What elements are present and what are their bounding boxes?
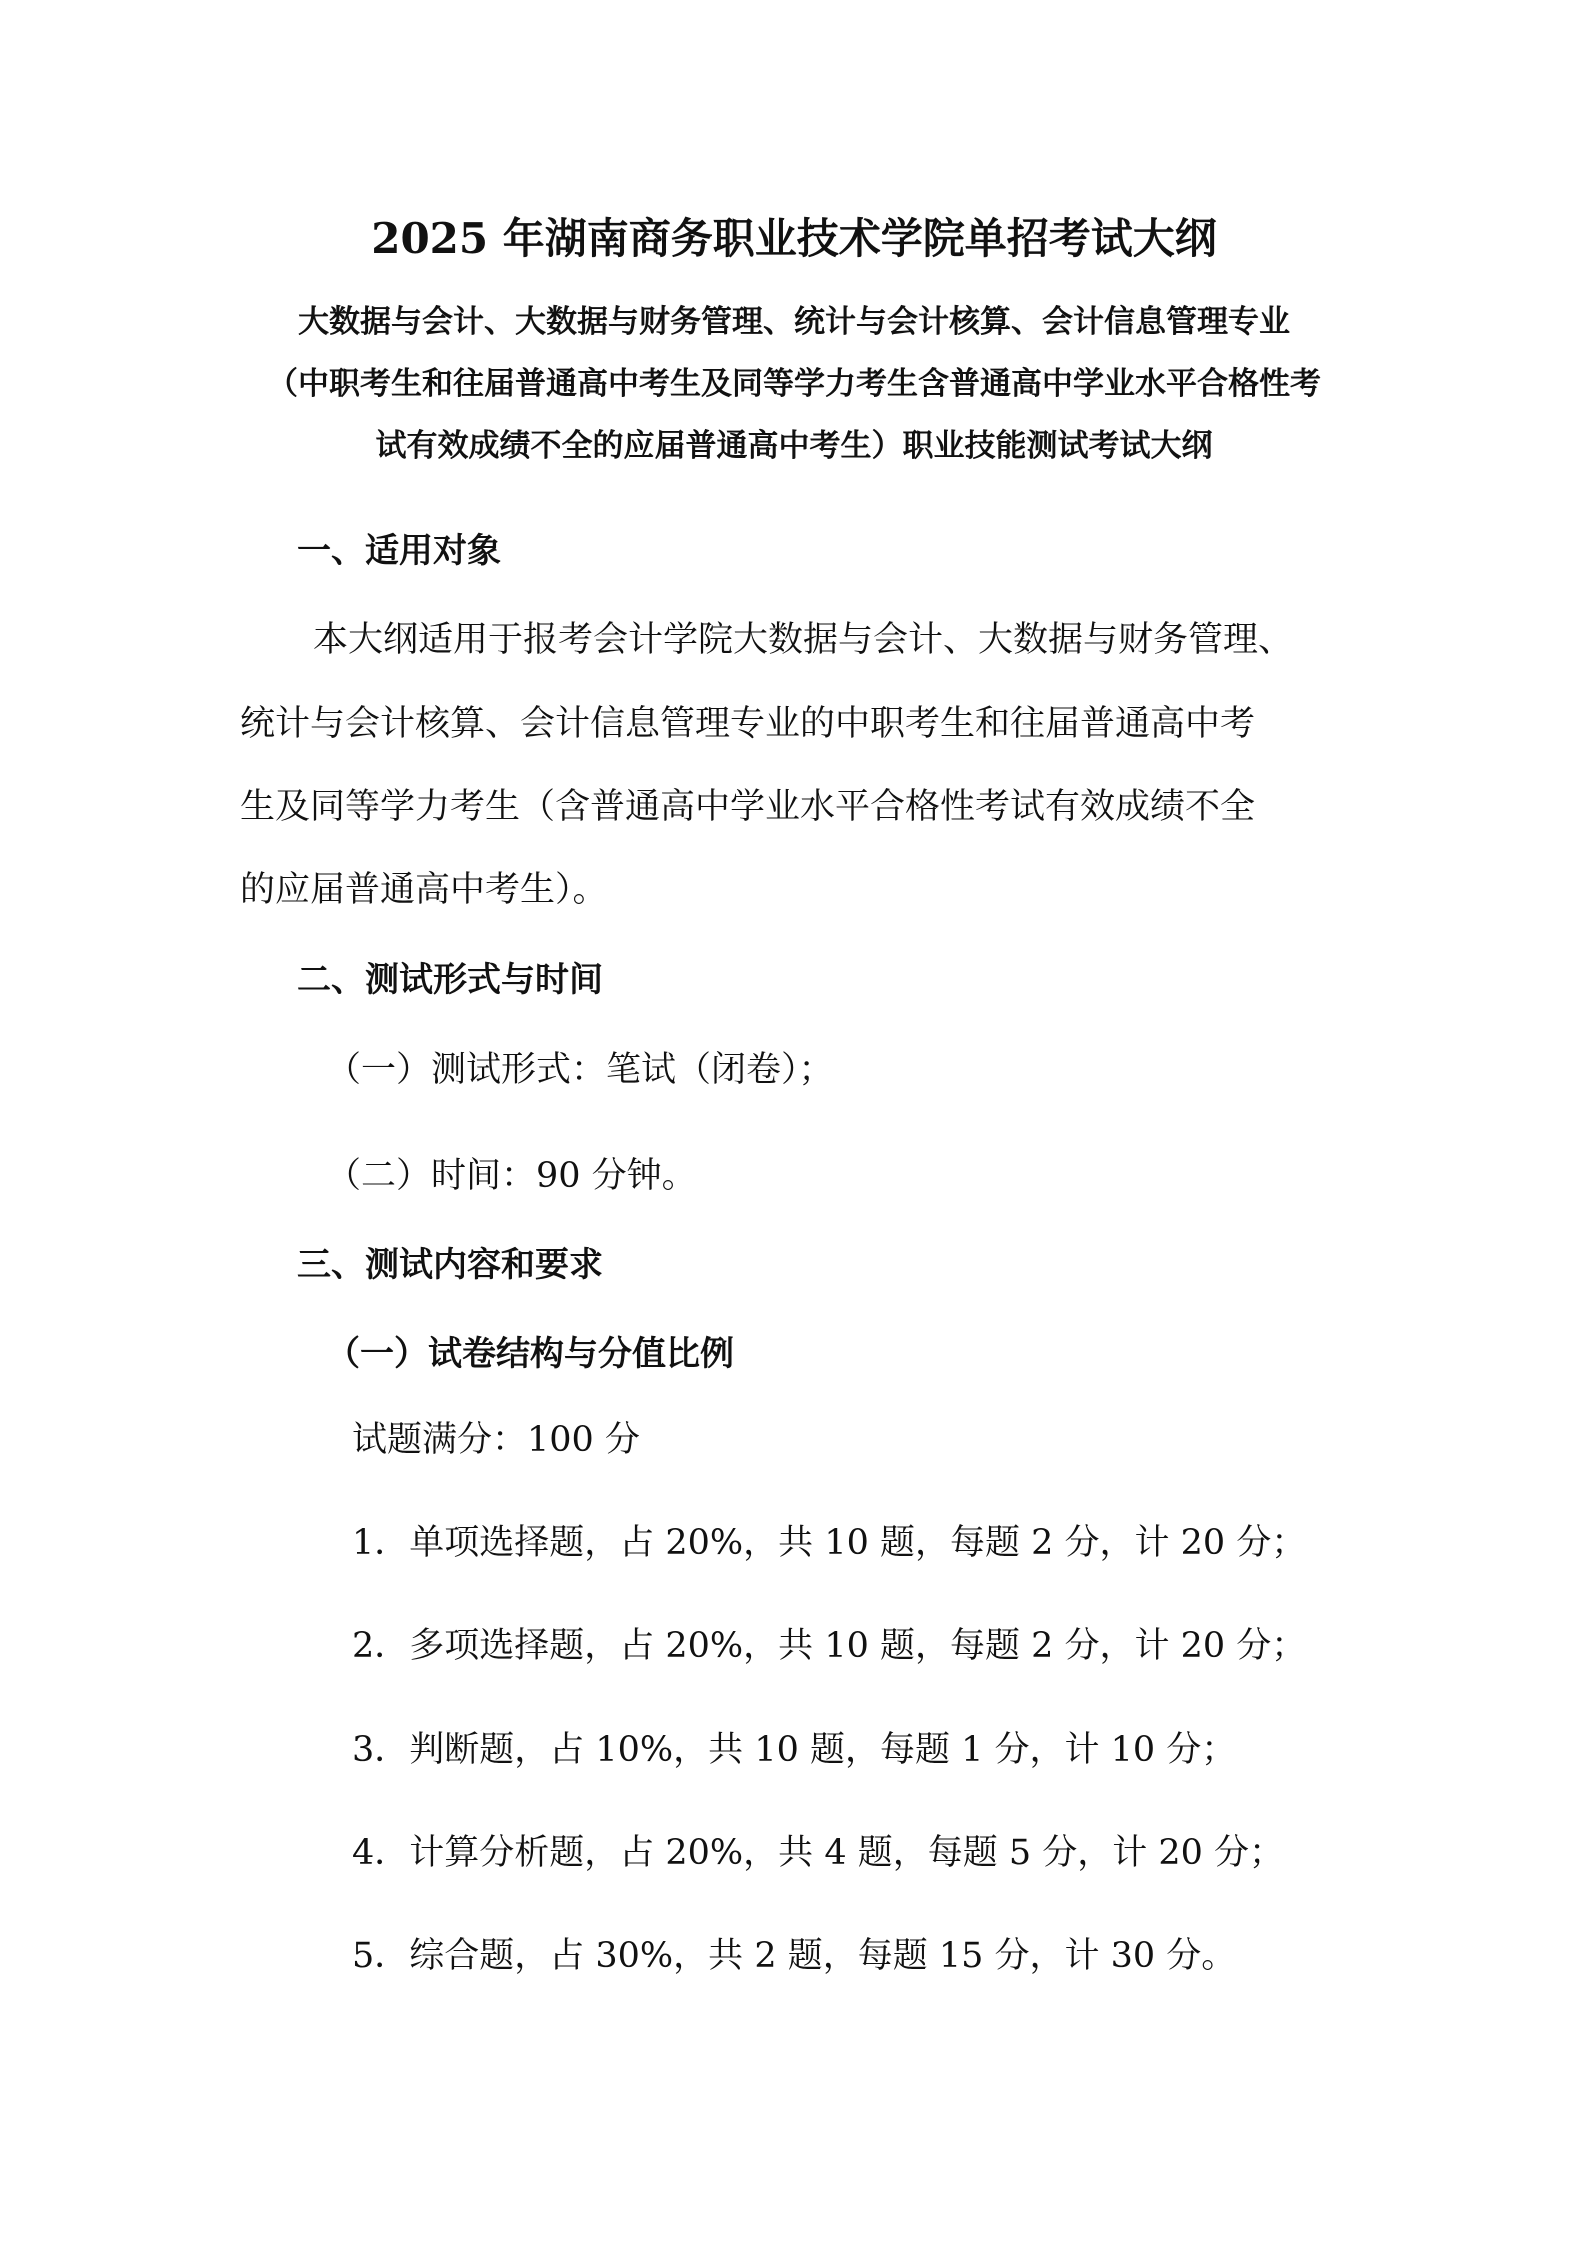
score-item-5: 5．综合题，占 30%，共 2 题，每题 15 分，计 30 分。 bbox=[352, 1936, 1237, 1976]
section-3-subheading: （一）试卷结构与分值比例 bbox=[326, 1334, 734, 1374]
score-item-3: 3．判断题，占 10%，共 10 题，每题 1 分，计 10 分； bbox=[352, 1730, 1237, 1770]
section-2-item-2: （二）时间：90 分钟。 bbox=[326, 1156, 697, 1196]
section-1-paragraph-line-4: 的应届普通高中考生）。 bbox=[240, 870, 608, 910]
score-item-2: 2．多项选择题，占 20%，共 10 题，每题 2 分，计 20 分； bbox=[352, 1626, 1307, 1666]
subtitle-line-1: 大数据与会计、大数据与财务管理、统计与会计核算、会计信息管理专业 bbox=[298, 304, 1290, 340]
section-1-paragraph-line-2: 统计与会计核算、会计信息管理专业的中职考生和往届普通高中考 bbox=[240, 704, 1256, 744]
subtitle-line-3: 试有效成绩不全的应届普通高中考生）职业技能测试考试大纲 bbox=[375, 428, 1213, 464]
subtitle-line-2: （中职考生和往届普通高中考生及同等学力考生含普通高中学业水平合格性考 bbox=[267, 366, 1321, 402]
document-title: 2025 年湖南商务职业技术学院单招考试大纲 bbox=[371, 214, 1217, 263]
score-item-1: 1．单项选择题，占 20%，共 10 题，每题 2 分，计 20 分； bbox=[352, 1523, 1307, 1563]
section-3-heading: 三、测试内容和要求 bbox=[297, 1245, 603, 1285]
section-1-paragraph-line-3: 生及同等学力考生（含普通高中学业水平合格性考试有效成绩不全 bbox=[240, 787, 1256, 827]
section-2-heading: 二、测试形式与时间 bbox=[297, 960, 603, 1000]
total-score: 试题满分：100 分 bbox=[352, 1420, 640, 1460]
section-1-heading: 一、适用对象 bbox=[297, 531, 501, 571]
score-item-4: 4．计算分析题，占 20%，共 4 题，每题 5 分，计 20 分； bbox=[352, 1833, 1285, 1873]
section-1-paragraph-line-1: 本大纲适用于报考会计学院大数据与会计、大数据与财务管理、 bbox=[313, 620, 1294, 660]
section-2-item-1: （一）测试形式：笔试（闭卷）； bbox=[326, 1050, 834, 1090]
